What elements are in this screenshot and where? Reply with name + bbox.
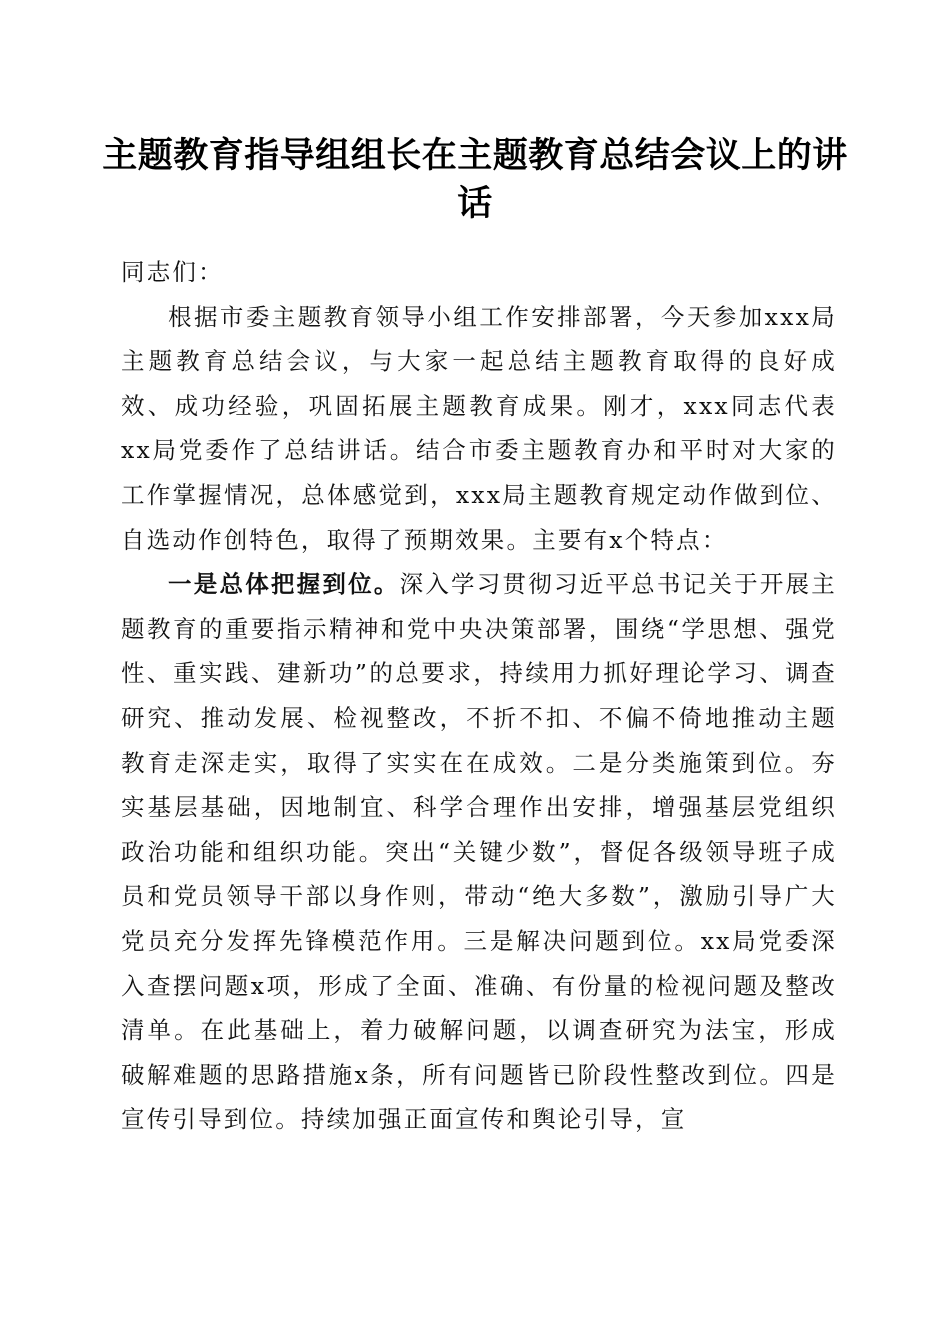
paragraph-features [121,562,837,1142]
document-body [121,250,837,1142]
salutation: 同志们： [121,258,224,286]
paragraph-features-body: 深入学习贯彻习近平总书记关于开展主题教育的重要指示精神和党中央决策部署，围绕“学思想、强党性、重实践、建新功”的总要求，持续用力抓好理论学习、调查研究、推动发展、检视整改，不折不扣、不偏不倚地推动主题教育走深走实，取得了实实在在成效。二是分类施策到位。夯实基层基础，因地制宜、科学合理作出安排，增强基层党组织政治功能和组织功能。突出“关键少数”，督促各级领导班子成员和党员领导干部以身作则，带动“绝大多数”，激励引导广大党员充分发挥先锋模范作用。三是解决问题到位。xx局党委深入查摆问题x项，形成了全面、准确、有份量的检视问题及整改清单。在此基础上，着力破解问题，以调查研究为法宝，形成破解难题的思路措施x条，所有问题皆已阶段性整改到位。四是宣传引导到位。持续加强正面宣传和舆论引导，宣 [121,570,837,1134]
document-title: 主题教育指导组组长在主题教育总结会议上的讲话 [102,135,848,224]
paragraph-lead-bold: 一是总体把握到位。 [168,570,400,599]
paragraph-intro: 根据市委主题教育领导小组工作安排部署，今天参加xxx局主题教育总结会议，与大家一起总结主题教育取得的良好成效、成功经验，巩固拓展主题教育成果。刚才，xxx同志代表xx局党委作了总结讲话。结合市委主题教育办和平时对大家的工作掌握情况，总体感觉到，xxx局主题教育规定动作做到位、自选动作创特色，取得了预期效果。主要有x个特点： [121,302,837,554]
